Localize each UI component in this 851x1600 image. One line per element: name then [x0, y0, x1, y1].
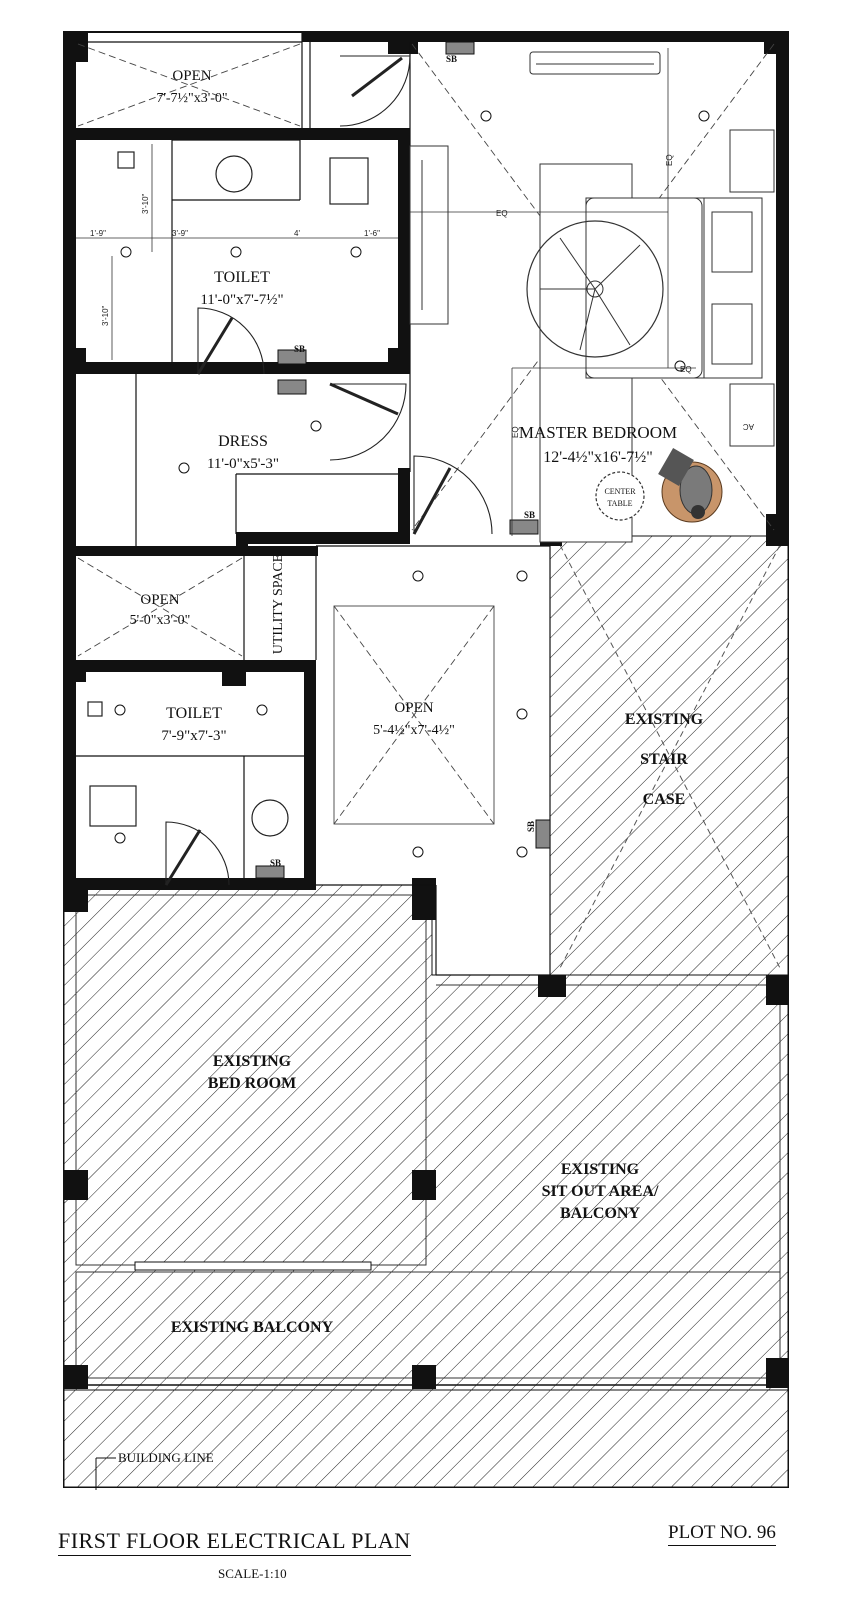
dim-text: 3'-9" [172, 229, 188, 238]
room-name: BED ROOM [207, 1075, 297, 1092]
room-name: TOILET [166, 705, 222, 722]
ac-label: AC [742, 422, 754, 431]
room-name: EXISTING BALCONY [170, 1319, 334, 1336]
room-name: EXISTING [212, 1053, 292, 1070]
room-name: EXISTING [624, 711, 704, 728]
room-size: 5'-0"x3'-0" [129, 613, 191, 628]
room-name: MASTER BEDROOM [518, 423, 678, 442]
dim-text: 1'-6" [364, 229, 380, 238]
center-table-label: CENTER [604, 487, 636, 496]
sb-label: SB [294, 344, 306, 354]
dim-text: 3'-10" [141, 193, 150, 214]
wardrobe [410, 146, 448, 324]
room-size: 11'-0"x5'-3" [206, 456, 280, 472]
room-name: EXISTING [560, 1161, 640, 1178]
center-table [596, 472, 644, 520]
room-name: OPEN [172, 68, 212, 84]
room-name: STAIR [640, 751, 688, 768]
center-table-label: TABLE [607, 499, 633, 508]
eq-label: EQ [496, 209, 508, 218]
building-line-label: BUILDING LINE [118, 1450, 214, 1465]
sb-label: SB [526, 820, 536, 832]
room-size: 7'-7½"x3'-0" [156, 91, 228, 106]
eq-label: EQ [511, 426, 520, 438]
room-size: 12'-4½"x16'-7½" [543, 449, 653, 466]
eq-label: EQ [665, 154, 674, 166]
room-name: CASE [642, 791, 686, 808]
person-icon [658, 448, 722, 522]
existing-areas [64, 536, 788, 1487]
plot-number: PLOT NO. 96 [668, 1522, 776, 1546]
dim-text: 4' [294, 229, 300, 238]
room-name: SIT OUT AREA/ [541, 1183, 659, 1200]
room-name: OPEN [140, 592, 180, 608]
eq-label: EQ [680, 365, 692, 374]
room-name: DRESS [218, 433, 268, 450]
bed [527, 52, 774, 542]
sb-label: SB [524, 510, 536, 520]
dim-text: 1'-9" [90, 229, 106, 238]
room-size: 5'-4½"x7'-4½" [373, 723, 455, 738]
room-name: BALCONY [559, 1205, 641, 1222]
room-name: OPEN [394, 700, 434, 716]
drawing-scale: SCALE-1:10 [218, 1566, 287, 1581]
room-size: 7'-9"x7'-3" [161, 728, 227, 744]
room-name: UTILITY SPACE [271, 553, 286, 655]
drawing-title: FIRST FLOOR ELECTRICAL PLAN [58, 1528, 411, 1556]
dim-text: 3'-10" [101, 305, 110, 326]
sb-label: SB [446, 54, 458, 64]
sb-label: SB [270, 858, 282, 868]
room-size: 11'-0"x7'-7½" [200, 292, 284, 308]
room-name: TOILET [214, 269, 270, 286]
